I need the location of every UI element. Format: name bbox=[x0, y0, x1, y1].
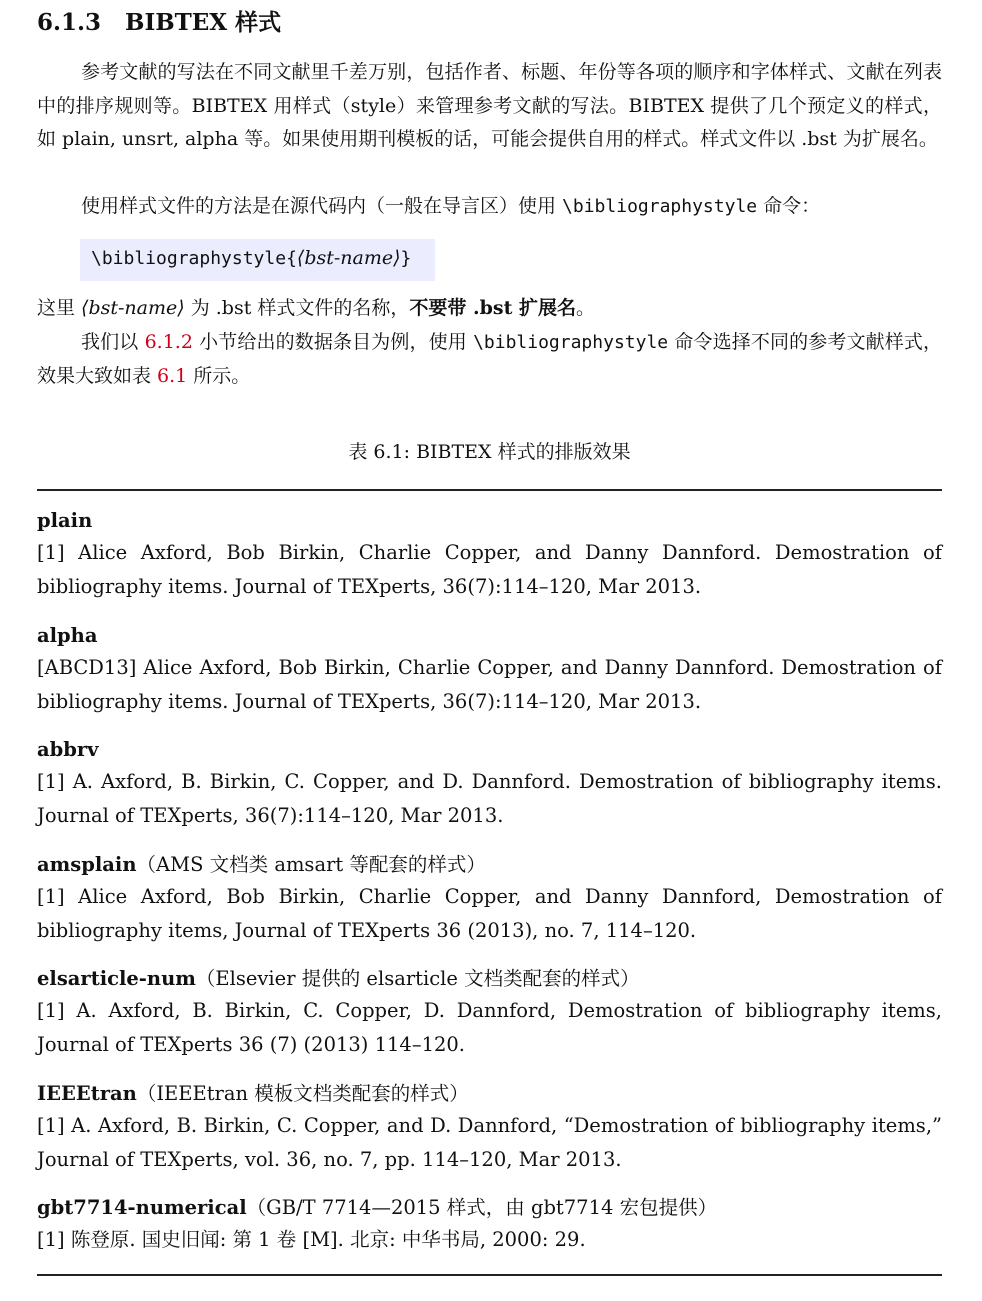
table-caption: 表 6.1: BIBTEX 样式的排版效果 bbox=[348, 441, 631, 463]
example-paragraph: 我们以 6.1.2 小节给出的数据条目为例，使用 \bibliographystyle 命令选择不同的参考文献样式，效果大致如表 6.1 所示。 bbox=[37, 331, 942, 387]
reference-example: [ABCD13] Alice Axford, Bob Birkin, Charlie Copper, and Danny Dannford. Demostration of bibliography items. Journal of TEXperts, 36(7):114–120, Mar 2013. bbox=[37, 656, 942, 713]
bold-warning: 不要带 .bst 扩展名 bbox=[409, 297, 576, 319]
code-line: \bibliographystyle{⟨bst-name⟩} bbox=[91, 247, 412, 269]
reference-example: [1] Alice Axford, Bob Birkin, Charlie Copper, and Danny Dannford, Demostration of bibliography items, Journal of TEXperts 36 (2013), no. 7, 114–120. bbox=[37, 885, 942, 942]
intro-paragraph: 参考文献的写法在不同文献里千差万别，包括作者、标题、年份等各项的顺序和字体样式、文献在列表中的排序规则等。BIBTEX 用样式（style）来管理参考文献的写法。BIBTEX 提供了几个预定义的样式，如 plain, unsrt, alpha 等。如果使用期刊模板的话，可能会提供自用的样式。样式文件以 .bst 为扩展名。 bbox=[37, 61, 942, 150]
style-name: amsplain bbox=[37, 853, 137, 876]
reference-example: [1] 陈登原. 国史旧闻: 第 1 卷 [M]. 北京: 中华书局, 2000: 29. bbox=[37, 1228, 586, 1251]
style-name: alpha bbox=[37, 624, 98, 647]
style-name: abbrv bbox=[37, 738, 99, 761]
reference-example: [1] Alice Axford, Bob Birkin, Charlie Copper, and Danny Dannford. Demostration of bibliography items. Journal of TEXperts, 36(7):114–120, Mar 2013. bbox=[37, 541, 942, 598]
usage-sentence: 使用样式文件的方法是在源代码内（一般在导言区）使用 \bibliographystyle 命令： bbox=[81, 195, 821, 217]
style-entry-amsplain: amsplain（AMS 文档类 amsart 等配套的样式） [1] Alice Axford, Bob Birkin, Charlie Copper, and Danny Dannford, Demostration of bibliography items, Journal of TEXperts 36 (2013), no. 7, 114–120. bbox=[37, 850, 942, 948]
style-entry-plain bbox=[37, 506, 942, 604]
inline-command: \bibliographystyle bbox=[562, 196, 758, 217]
table-top-rule bbox=[37, 489, 942, 491]
style-entry-abbrv bbox=[37, 735, 942, 833]
style-entry-alpha bbox=[37, 621, 942, 719]
explain-paragraph: 这里 ⟨bst-name⟩ 为 .bst 样式文件的名称，不要带 .bst 扩展名。 bbox=[37, 297, 596, 319]
style-entry-elsarticle-num: elsarticle-num（Elsevier 提供的 elsarticle 文档类配套的样式） [1] A. Axford, B. Birkin, C. Copper, D. Dannford, Demostration of bibliography items, Journal of TEXperts 36 (7) (2013) 114–120. bbox=[37, 964, 942, 1062]
code-argument: ⟨bst-name⟩ bbox=[296, 247, 401, 269]
style-name: plain bbox=[37, 509, 93, 532]
section-title: BIBTEX 样式 bbox=[125, 9, 282, 36]
section-number: 6.1.3 bbox=[37, 9, 102, 36]
style-name: IEEEtran bbox=[37, 1082, 137, 1105]
reference-example: [1] A. Axford, B. Birkin, C. Copper, and D. Dannford, “Demostration of bibliography items,” Journal of TEXperts, vol. 36, no. 7, pp. 114–120, Mar 2013. bbox=[37, 1114, 942, 1171]
style-name: elsarticle-num bbox=[37, 967, 196, 990]
link-table-6-1[interactable]: 6.1 bbox=[157, 364, 188, 387]
section-heading bbox=[37, 4, 281, 37]
code-box bbox=[80, 239, 435, 281]
reference-example: [1] A. Axford, B. Birkin, C. Copper, D. Dannford, Demostration of bibliography items, Journal of TEXperts 36 (7) (2013) 114–120. bbox=[37, 999, 942, 1056]
style-name: gbt7714-numerical bbox=[37, 1196, 247, 1219]
table-bottom-rule bbox=[37, 1274, 942, 1276]
style-entry-gbt7714-numerical: gbt7714-numerical（GB/T 7714—2015 样式，由 gbt7714 宏包提供） [1] 陈登原. 国史旧闻: 第 1 卷 [M]. 北京: 中华书局, 2000: 29. bbox=[37, 1193, 942, 1257]
reference-example: [1] A. Axford, B. Birkin, C. Copper, and D. Dannford. Demostration of bibliography items. Journal of TEXperts, 36(7):114–120, Mar 2013. bbox=[37, 770, 942, 827]
link-section-6-1-2[interactable]: 6.1.2 bbox=[144, 331, 193, 353]
style-entry-ieeetran: IEEEtran（IEEEtran 模板文档类配套的样式） [1] A. Axford, B. Birkin, C. Copper, and D. Dannford, “Demostration of bibliography items,” Journal of TEXperts, vol. 36, no. 7, pp. 114–120, Mar 2013. bbox=[37, 1079, 942, 1177]
